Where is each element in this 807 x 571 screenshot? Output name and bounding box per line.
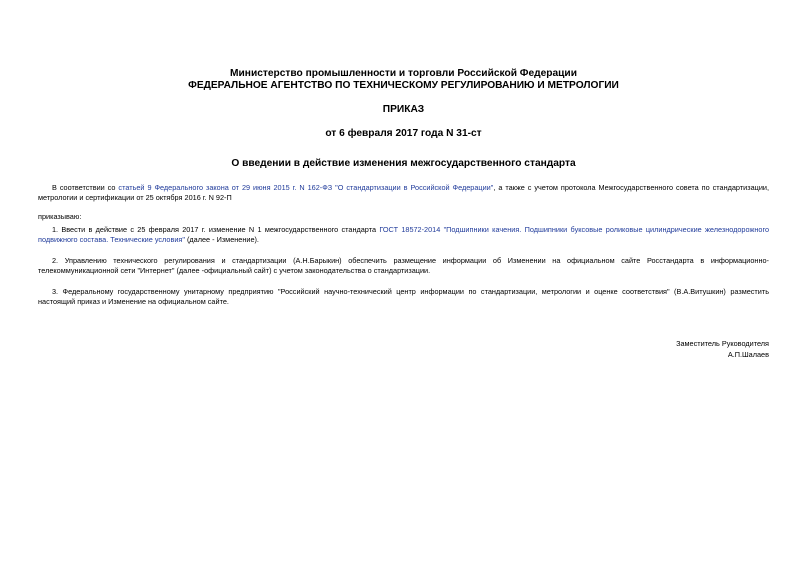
signature-block	[676, 338, 769, 360]
document-page	[38, 0, 769, 571]
item-1-text-after: (далее - Изменение).	[184, 235, 259, 245]
order-subject: О введении в действие изменения межгосударственного стандарта	[231, 158, 576, 169]
signatory-name: А.П.Шалаев	[727, 350, 769, 359]
item-1-paragraph	[38, 225, 769, 246]
order-title: ПРИКАЗ	[382, 104, 425, 115]
item-3-paragraph: 3. Федеральному государственному унитарному предприятию "Российский научно-технический центр информации по стандартизации, метрологии и оценке соответствия" (В.А.Витушкин) разместить настоящий приказ и Изменение на официальном сайте.	[38, 287, 769, 307]
federal-law-link[interactable]: статьей 9 Федерального закона от 29 июня 2015 г. N 162-ФЗ "О стандартизации в Российской Федерации"	[118, 183, 494, 192]
intro-text-before: В соответствии со	[52, 183, 119, 192]
item-2-paragraph: 2. Управлению технического регулирования и стандартизации (А.Н.Барыкин) обеспечить размещение информации об Изменении на официальном сайте Росстандарта в информационно-телекоммуникационной сети "Интернет" (далее -официальный сайт) с учетом законодательства о стандартизации.	[38, 256, 769, 276]
agency-name: ФЕДЕРАЛЬНОЕ АГЕНТСТВО ПО ТЕХНИЧЕСКОМУ РЕГУЛИРОВАНИЮ И МЕТРОЛОГИИ	[188, 80, 619, 91]
order-date: от 6 февраля 2017 года N 31-ст	[325, 128, 482, 139]
gost-standard-link[interactable]: ГОСТ 18572-2014 "Подшипники качения. Подшипники буксовые роликовые цилиндрические железнодорожного подвижного состава. Технические условия"	[38, 225, 770, 245]
intro-paragraph	[38, 183, 769, 204]
signatory-position: Заместитель Руководителя	[676, 339, 769, 348]
item-1-text-before: 1. Ввести в действие с 25 февраля 2017 г. изменение N 1 межгосударственного стандарта	[52, 225, 380, 234]
intro-text-after: , а также с учетом протокола Межгосударственного совета по стандартизации, метрологии и сертификации от 25 октября 2016 г. N 92-П	[38, 183, 770, 203]
ministry-name: Министерство промышленности и торговли Российской Федерации	[230, 68, 577, 79]
order-word: приказываю:	[38, 212, 82, 221]
